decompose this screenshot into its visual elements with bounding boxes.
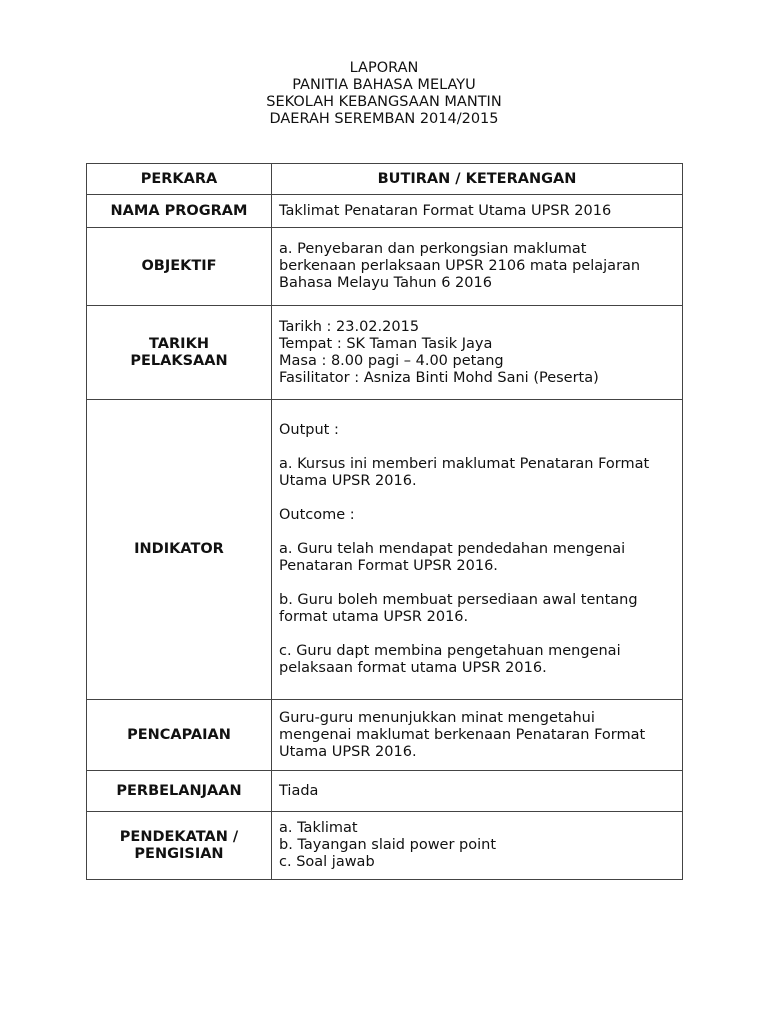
detail-line: Tarikh : 23.02.2015 <box>279 318 420 335</box>
detail-line: Fasilitator : Asniza Binti Mohd Sani (Peserta) <box>279 369 599 386</box>
report-title: LAPORAN <box>349 60 419 76</box>
table-header-row <box>87 164 683 195</box>
row-label <box>87 771 272 812</box>
detail-paragraph <box>279 820 675 871</box>
table-row <box>87 400 683 700</box>
detail-line: Penataran Format UPSR 2016. <box>279 558 498 574</box>
row-detail <box>272 700 683 771</box>
detail-line: c. Guru dapt membina pengetahuan mengenai <box>279 643 621 659</box>
detail-paragraph <box>279 456 675 490</box>
row-detail <box>272 400 683 700</box>
row-label-line: PERBELANJAAN <box>116 782 242 799</box>
row-detail <box>272 771 683 812</box>
row-label <box>87 812 272 880</box>
row-label-line: PENCAPAIAN <box>127 726 231 743</box>
column-header-butiran: BUTIRAN / KETERANGAN <box>272 164 683 195</box>
table-row <box>87 812 683 880</box>
detail-line: Outcome : <box>279 507 355 523</box>
detail-line: c. Soal jawab <box>279 854 375 870</box>
detail-line: a. Guru telah mendapat pendedahan mengenai <box>279 541 626 557</box>
detail-line: Masa : 8.00 pagi – 4.00 petang <box>279 352 504 369</box>
committee-name: PANITIA BAHASA MELAYU <box>292 77 476 93</box>
detail-line: Output : <box>279 422 339 438</box>
detail-line: Utama UPSR 2016. <box>279 473 417 489</box>
detail-line: Tempat : SK Taman Tasik Jaya <box>279 335 493 352</box>
detail-paragraph <box>279 643 675 677</box>
row-label-line: INDIKATOR <box>134 541 224 557</box>
row-label <box>87 306 272 400</box>
row-label <box>87 400 272 700</box>
detail-paragraph <box>279 203 675 220</box>
report-header <box>0 60 768 128</box>
detail-line: b. Guru boleh membuat persediaan awal tentang <box>279 592 638 608</box>
row-label-line: NAMA PROGRAM <box>110 202 248 219</box>
report-table <box>86 163 683 880</box>
detail-line: Guru-guru menunjukkan minat mengetahui <box>279 709 595 726</box>
row-label <box>87 700 272 771</box>
row-detail <box>272 306 683 400</box>
detail-paragraph <box>279 592 675 626</box>
row-detail <box>272 812 683 880</box>
detail-paragraph <box>279 241 675 292</box>
row-label-line: PELAKSAAN <box>130 352 228 369</box>
detail-line: berkenaan perlaksaan UPSR 2106 mata pelajaran <box>279 258 641 274</box>
row-label-line: OBJEKTIF <box>141 258 217 274</box>
detail-line: format utama UPSR 2016. <box>279 609 469 625</box>
table-row <box>87 700 683 771</box>
detail-line: Utama UPSR 2016. <box>279 743 417 760</box>
row-label-line: PENDEKATAN / <box>119 828 239 845</box>
detail-line: a. Penyebaran dan perkongsian maklumat <box>279 241 587 257</box>
detail-paragraph <box>279 507 675 524</box>
row-detail <box>272 228 683 306</box>
table-row <box>87 195 683 228</box>
detail-line: a. Kursus ini memberi maklumat Penataran Format <box>279 456 650 472</box>
row-label-line: TARIKH <box>149 335 209 352</box>
row-detail <box>272 195 683 228</box>
detail-line: mengenai maklumat berkenaan Penataran Format <box>279 726 646 743</box>
detail-paragraph <box>279 783 675 800</box>
school-name: SEKOLAH KEBANGSAAN MANTIN <box>266 94 502 110</box>
detail-line: a. Taklimat <box>279 820 358 836</box>
row-label-line: PENGISIAN <box>134 845 224 862</box>
row-label <box>87 195 272 228</box>
detail-paragraph <box>279 710 675 761</box>
column-header-perkara: PERKARA <box>87 164 272 195</box>
detail-paragraph <box>279 422 675 439</box>
table-row <box>87 771 683 812</box>
detail-line: Taklimat Penataran Format Utama UPSR 2016 <box>279 202 612 219</box>
detail-paragraph <box>279 319 675 387</box>
detail-paragraph <box>279 541 675 575</box>
detail-line: pelaksaan format utama UPSR 2016. <box>279 660 547 676</box>
district-year: DAERAH SEREMBAN 2014/2015 <box>269 111 499 127</box>
table-row <box>87 306 683 400</box>
detail-line: Bahasa Melayu Tahun 6 2016 <box>279 275 492 291</box>
detail-line: b. Tayangan slaid power point <box>279 837 497 853</box>
row-label <box>87 228 272 306</box>
detail-line: Tiada <box>279 782 319 799</box>
table-row <box>87 228 683 306</box>
